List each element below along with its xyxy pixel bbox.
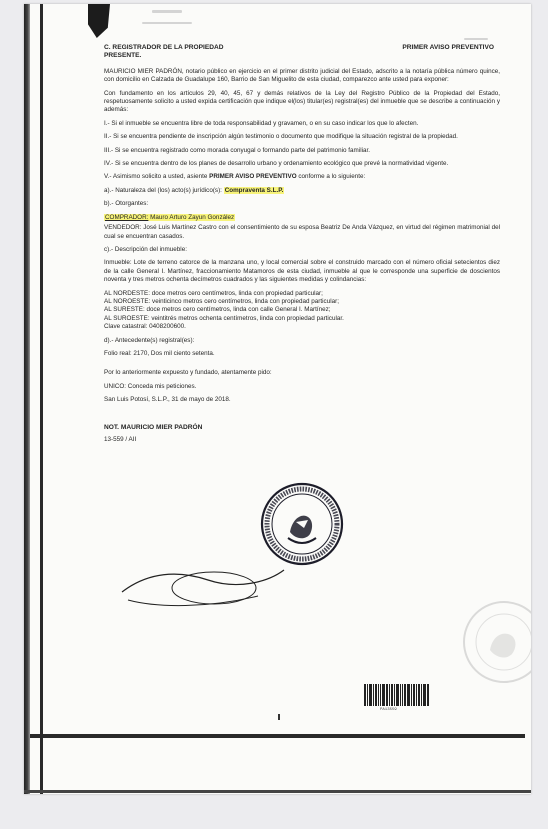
scan-corner-mark — [88, 4, 110, 38]
foundation-paragraph: Con fundamento en los artículos 29, 40, 45, 67 y demás relativos de la Ley del Registro Público de la Propiedad del Estado, respetuosamente solicito a usted expida certificación que indique el(los) titular(es) registral(es) del inmueble que se describe a continuación y además: — [104, 89, 500, 114]
request-item-v — [104, 173, 500, 181]
request-item-iv: IV.- Si se encuentra dentro de los planes de desarrollo urbano y ordenamiento ecológico que prevé la normatividad vigente. — [104, 160, 449, 168]
barcode-icon — [364, 684, 434, 706]
scan-edge-line — [40, 4, 43, 794]
scan-bottom-edge — [30, 734, 525, 738]
notice-title: PRIMER AVISO PREVENTIVO — [402, 44, 494, 51]
boundary-northeast: AL NORDESTE: doce metros cero centímetros, linda con propiedad particular; — [104, 289, 323, 297]
emblem-watermark-icon — [456, 594, 531, 690]
item-c: c).- Descripción del inmueble: — [104, 245, 187, 253]
scan-noise — [464, 38, 488, 40]
boundary-southwest: AL SUROESTE: veintitrés metros ochenta centímetros, linda con propiedad particular. — [104, 314, 344, 322]
notary-seal-icon — [260, 482, 344, 566]
scan-bottom-edge-2 — [24, 790, 531, 793]
scan-noise — [152, 10, 182, 13]
buyer-highlight — [104, 214, 235, 221]
boundaries-block — [104, 290, 500, 332]
request-item-iii: III.- Si se encuentra registrado como morada conyugal o formando parte del patrimonio familiar. — [104, 146, 371, 154]
scan-edge-shadow — [24, 4, 30, 794]
item-a-highlighted-value: Compraventa S.L.P. — [224, 186, 284, 194]
item-a-label: a).- Naturaleza del (los) acto(s) jurídico(s): — [104, 186, 224, 194]
request-item-ii: II.- Si se encuentra pendiente de inscripción algún testimonio o documento que modifique la situación registral de la propiedad. — [104, 133, 458, 141]
boundary-southeast: AL SURESTE: doce metros cero centímetros, linda con calle General I. Martínez; — [104, 306, 331, 314]
signer-name: NOT. MAURICIO MIER PADRÓN — [104, 423, 203, 431]
scanned-document-page — [24, 4, 531, 794]
addressee-line-2: PRESENTE. — [104, 52, 142, 60]
request-item-i: I.- Si el inmueble se encuentra libre de toda responsabilidad y gravamen, o en su caso indicar los que lo afecten. — [104, 119, 419, 127]
place-date-line: San Luis Potosí, S.L.P., 31 de mayo de 2018. — [104, 396, 231, 404]
item-v-text: V.- Asimismo solicito a usted, asiente — [104, 173, 210, 181]
buyer-line — [104, 214, 500, 222]
folio-line: Folio real: 2170, Dos mil ciento setenta. — [104, 349, 215, 357]
property-description: Inmueble: Lote de terreno catorce de la manzana uno, y local comercial sobre el construido marcado con el número oficial setecientos diez de la calle General I. Martínez, fraccionamiento Matamoros de esta ciudad, inmueble al que le corresponde una superficie de doscientos noventa y tres metros ochenta decímetros cuadrados y las siguientes medidas y colindancias: — [104, 259, 500, 284]
buyer-name: Mauro Arturo Zayun González — [148, 213, 235, 221]
seller-paragraph: VENDEDOR: José Luis Martínez Castro con el consentimiento de su esposa Beatriz De Anda Vázquez, en virtud del régimen matrimonial del cual se encuentran casados. — [104, 224, 500, 240]
unico-line: UNICO: Conceda mis peticiones. — [104, 382, 197, 390]
addressee — [104, 44, 224, 61]
reference-code: 13-559 / AII — [104, 436, 137, 443]
center-tick-mark — [278, 714, 280, 720]
buyer-label: COMPRADOR: — [105, 213, 149, 221]
barcode-number: PA13559 — [380, 708, 397, 712]
cadastral-key: Clave catastral: 0408200600. — [104, 323, 186, 331]
closing-line: Por lo anteriormente expuesto y fundado, atentamente pido: — [104, 369, 272, 377]
scan-noise — [142, 22, 192, 24]
boundary-northwest: AL NOROESTE: veinticinco metros cero centímetros, linda con propiedad particular; — [104, 297, 339, 305]
intro-paragraph: MAURICIO MIER PADRÓN, notario público en ejercicio en el primer distrito judicial del Estado, adscrito a la notaría pública número quince, con domicilio en Calzada de Guadalupe 160, Barrio de San Miguelito de esta ciudad, comparezco ante usted para exponer: — [104, 67, 500, 84]
item-d: d).- Antecedente(s) registral(es): — [104, 336, 195, 344]
signature-scrawl-icon — [118, 562, 288, 612]
item-v-notice: PRIMER AVISO PREVENTIVO — [209, 173, 297, 181]
item-a — [104, 187, 500, 195]
item-b: b).- Otorgantes: — [104, 200, 149, 208]
addressee-line-1: C. REGISTRADOR DE LA PROPIEDAD — [104, 44, 224, 51]
document-header — [104, 44, 500, 61]
document-body — [104, 44, 500, 444]
item-v-tail: conforme a lo siguiente: — [296, 173, 366, 181]
